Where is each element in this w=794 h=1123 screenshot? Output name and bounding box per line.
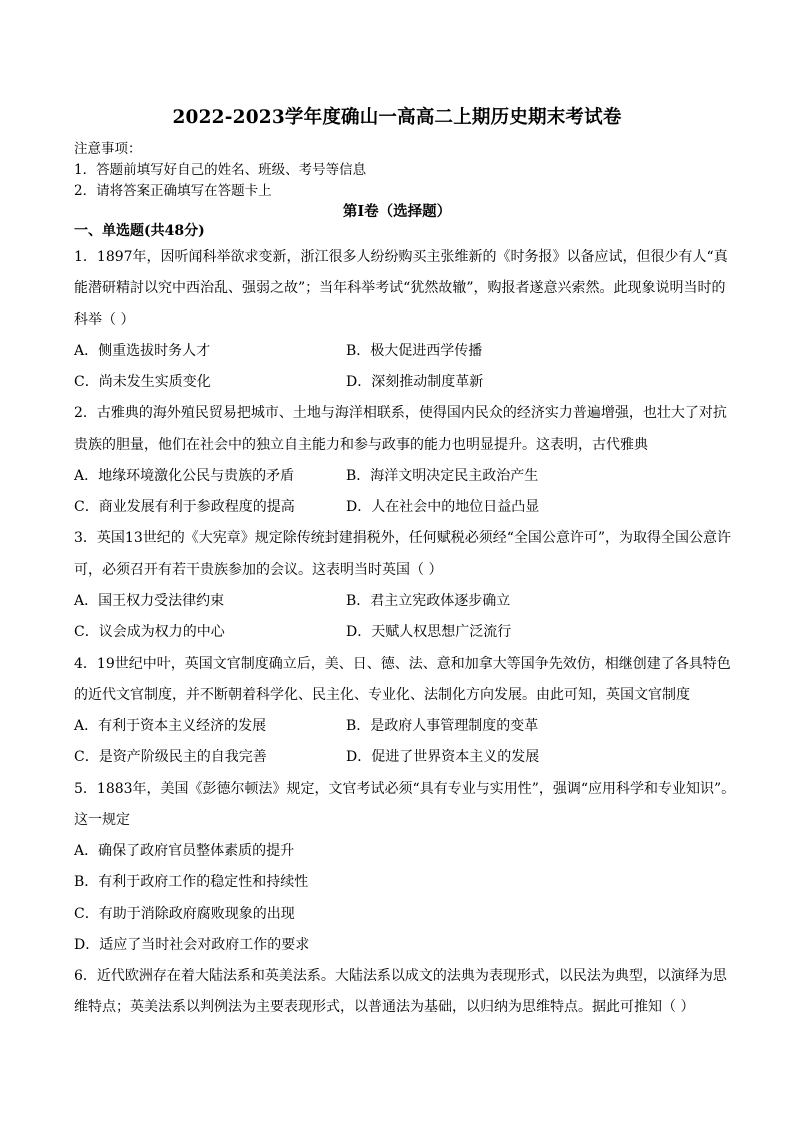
notice-item: 2．请将答案正确填写在答题卡上 <box>74 183 272 199</box>
exam-title: 2022-2023学年度确山一高高二上期历史期末考试卷 <box>172 107 622 128</box>
option-c: C．议会成为权力的中心 <box>74 624 225 640</box>
option-c: C．有助于消除政府腐败现象的出现 <box>74 906 295 922</box>
question-text: 3．英国13世纪的《大宪章》规定除传统封建捐税外，任何赋税必须经“全国公意许可”，为取得全国公意许 <box>74 530 732 546</box>
question-text: 1．1897年，因听闻科举欲求变新，浙江很多人纷纷购买主张维新的《时务报》以备应试，但很少有人“真 <box>74 249 728 265</box>
option-a: A．侧重选拔时务人才 <box>74 343 211 359</box>
option-b: B．君主立宪政体逐步确立 <box>346 593 511 609</box>
question-text: 5．1883年，美国《彭德尔顿法》规定，文官考试必须“具有专业与实用性”，强调“应用科学和专业知识”。 <box>74 781 736 797</box>
section-title: 第I卷（选择题） <box>342 203 452 220</box>
question-text: 可，必须召开有若干贵族参加的会议。这表明当时英国（ ） <box>74 562 443 578</box>
option-c: C．商业发展有利于参政程度的提高 <box>74 499 295 515</box>
option-d: D．促进了世界资本主义的发展 <box>346 749 540 765</box>
question-text: 6．近代欧洲存在着大陆法系和英美法系。大陆法系以成文的法典为表现形式，以民法为典型，以演绎为思 <box>74 968 727 984</box>
option-a: A．有利于资本主义经济的发展 <box>74 718 267 734</box>
option-a: A．地缘环境激化公民与贵族的矛盾 <box>74 468 295 484</box>
option-b: B．海洋文明决定民主政治产生 <box>346 468 539 484</box>
option-d: D．适应了当时社会对政府工作的要求 <box>74 937 310 953</box>
option-b: B．是政府人事管理制度的变革 <box>346 718 539 734</box>
option-a: A．确保了政府官员整体素质的提升 <box>74 843 295 859</box>
question-text: 贵族的胆量，他们在社会中的独立自主能力和参与政事的能力也明显提升。这表明，古代雅典 <box>74 437 648 453</box>
question-text: 的近代文官制度，并不断朝着科学化、民主化、专业化、法制化方向发展。由此可知，英国文官制度 <box>74 687 690 703</box>
question-text: 科举（ ） <box>74 312 135 328</box>
notice-heading: 注意事项： <box>74 141 142 157</box>
question-text: 4．19世纪中叶，英国文官制度确立后，美、日、德、法、意和加拿大等国争先效仿，相继创建了各具特色 <box>74 656 731 672</box>
option-a: A．国王权力受法律约束 <box>74 593 225 609</box>
option-d: D．人在社会中的地位日益凸显 <box>346 499 540 515</box>
question-text: 维特点；英美法系以判例法为主要表现形式，以普通法为基础，以归纳为思维特点。据此可推知（ ） <box>74 999 695 1015</box>
option-b: B．有利于政府工作的稳定性和持续性 <box>74 874 309 890</box>
option-b: B．极大促进西学传播 <box>346 343 483 359</box>
question-text: 2．古雅典的海外殖民贸易把城市、土地与海洋相联系，使得国内民众的经济实力普遍增强，也壮大了对抗 <box>74 405 727 421</box>
question-text: 能潜研精討以究中西治乱、强弱之故”；当年科举考试“犹然故辙”，购报者遂意兴索然。此现象说明当时的 <box>74 280 726 296</box>
part-heading: 一、单选题(共48分) <box>74 223 205 239</box>
option-d: D．深刻推动制度革新 <box>346 374 484 390</box>
option-d: D．天赋人权思想广泛流行 <box>346 624 512 640</box>
option-c: C．尚未发生实质变化 <box>74 374 211 390</box>
question-text: 这一规定 <box>74 812 130 828</box>
notice-item: 1．答题前填写好自己的姓名、班级、考号等信息 <box>74 162 367 178</box>
option-c: C．是资产阶级民主的自我完善 <box>74 749 267 765</box>
